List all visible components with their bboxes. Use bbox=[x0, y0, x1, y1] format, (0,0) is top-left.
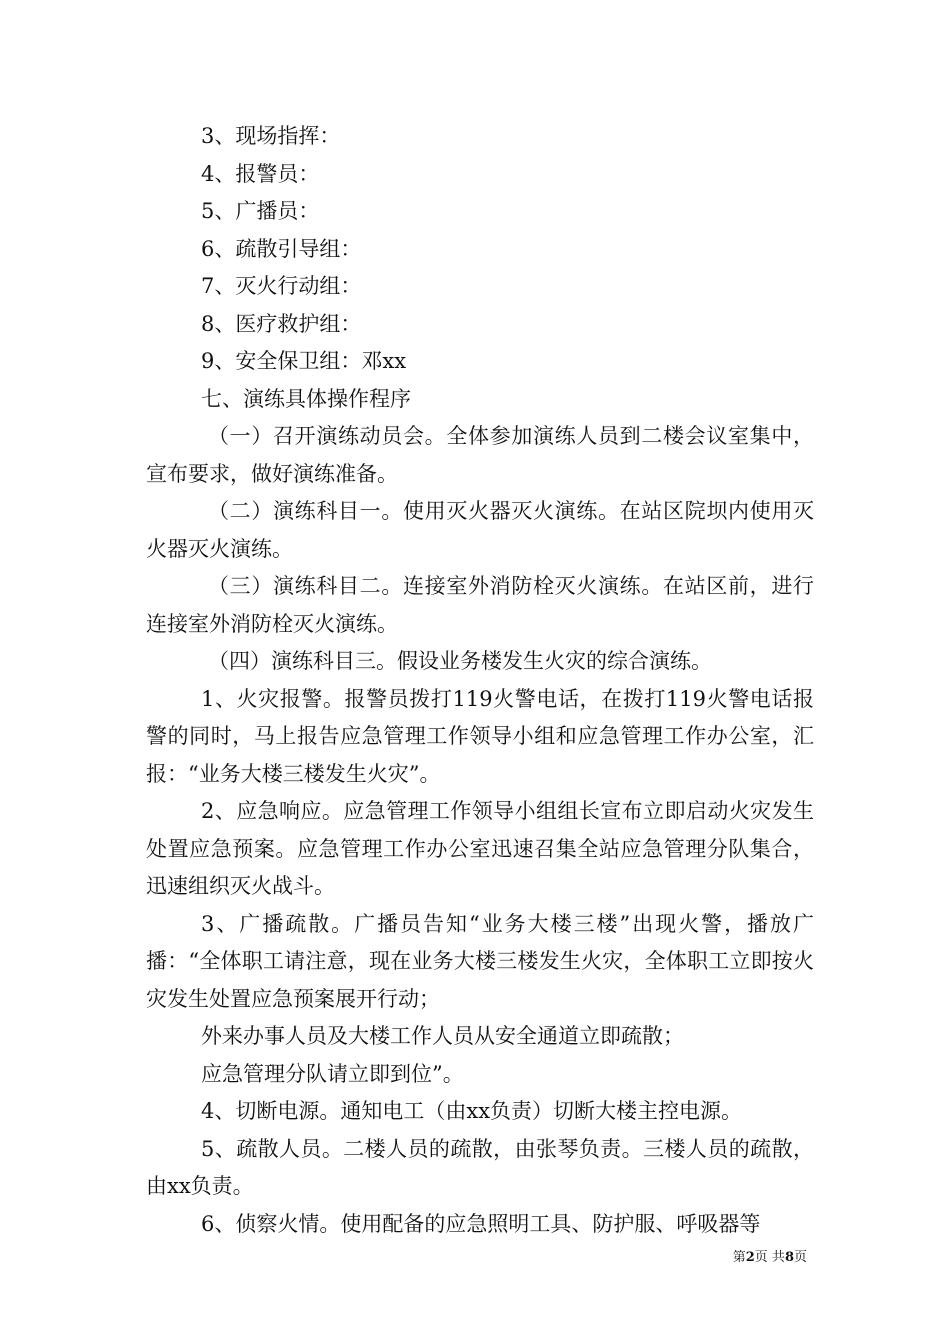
section-heading: 七、演练具体操作程序 bbox=[201, 386, 411, 411]
document-body bbox=[146, 118, 814, 1243]
paragraph: （三）演练科目二。连接室外消防栓灭火演练。在站区前，进行连接室外消防栓灭火演练。 bbox=[146, 574, 814, 636]
paragraph: 3、广播疏散。广播员告知“业务大楼三楼”出现火警，播放广播：“全体职工请注意，现在业务大楼三楼发生火灾，全体职工立即按火灾发生处置应急预案展开行动； bbox=[146, 911, 814, 1011]
list-item: 6、疏散引导组： bbox=[201, 236, 362, 261]
list-item: 7、灭火行动组： bbox=[201, 274, 362, 298]
paragraph: 4、切断电源。通知电工（由xx负责）切断大楼主控电源。 bbox=[201, 1099, 743, 1123]
page-footer bbox=[733, 1246, 807, 1265]
footer-prefix: 第 bbox=[732, 1250, 746, 1265]
paragraph: 6、侦察火情。使用配备的应急照明工具、防护服、呼吸器等 bbox=[201, 1211, 761, 1236]
footer-suffix: 页 bbox=[793, 1250, 807, 1265]
footer-middle: 页 共 bbox=[754, 1250, 785, 1265]
list-item: 4、报警员： bbox=[201, 161, 320, 186]
list-item: 9、安全保卫组：邓xx bbox=[201, 349, 407, 373]
paragraph: （一）召开演练动员会。全体参加演练人员到二楼会议室集中，宣布要求，做好演练准备。 bbox=[146, 424, 814, 486]
paragraph: 2、应急响应。应急管理工作领导小组组长宣布立即启动火灾发生处置应急预案。应急管理工作办公室迅速召集全站应急管理分队集合，迅速组织灭火战斗。 bbox=[146, 799, 814, 898]
page-number: 2 bbox=[745, 1250, 755, 1265]
paragraph: （四）演练科目三。假设业务楼发生火灾的综合演练。 bbox=[208, 649, 712, 673]
paragraph: 1、火灾报警。报警员拨打119火警电话，在拨打119火警电话报警的同时，马上报告应急管理工作领导小组和应急管理工作办公室，汇报：“业务大楼三楼发生火灾”。 bbox=[146, 686, 814, 786]
list-item: 8、医疗救护组： bbox=[201, 311, 362, 336]
list-item: 5、广播员： bbox=[201, 199, 320, 223]
paragraph: （二）演练科目一。使用灭火器灭火演练。在站区院坝内使用灭火器灭火演练。 bbox=[146, 499, 814, 561]
page-total: 8 bbox=[784, 1250, 794, 1265]
paragraph: 5、疏散人员。二楼人员的疏散，由张琴负责。三楼人员的疏散，由xx负责。 bbox=[146, 1136, 814, 1198]
paragraph: 外来办事人员及大楼工作人员从安全通道立即疏散； bbox=[201, 1024, 684, 1048]
list-item: 3、现场指挥： bbox=[201, 124, 341, 148]
paragraph: 应急管理分队请立即到位”。 bbox=[201, 1061, 464, 1086]
